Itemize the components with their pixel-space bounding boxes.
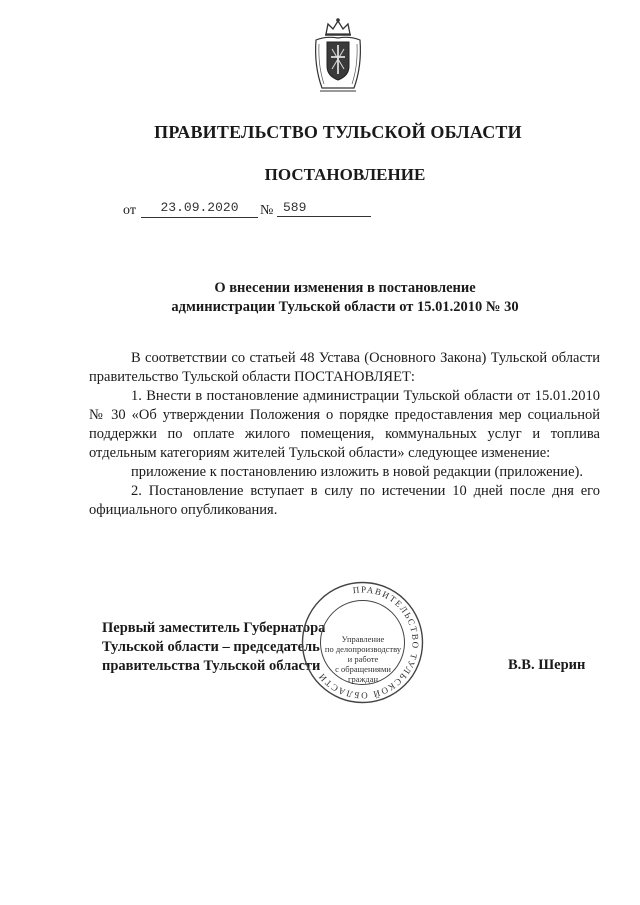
- document-body: [89, 349, 600, 520]
- number-label: №: [260, 203, 274, 218]
- signer-position-line: Тульской области – председатель: [102, 639, 320, 655]
- body-paragraph: приложение к постановлению изложить в новой редакции (приложение).: [131, 464, 583, 480]
- stamp-inner-text: [316, 634, 410, 684]
- number-value: 589: [277, 200, 371, 217]
- date-number-line: [123, 200, 383, 220]
- subject-line: О внесении изменения в постановление: [214, 280, 476, 296]
- stamp-line: Управление: [341, 634, 385, 644]
- body-paragraph: 2. Постановление вступает в силу по истечении 10 дней после дня его официального опубликования.: [89, 483, 600, 518]
- signer-position-line: правительства Тульской области: [102, 658, 321, 674]
- stamp-line: и работе: [347, 654, 379, 664]
- stamp-line: по делопроизводству: [324, 644, 402, 654]
- document-type: ПОСТАНОВЛЕНИЕ: [264, 165, 426, 184]
- body-paragraph: 1. Внести в постановление администрации Тульской области от 15.01.2010 № 30 «Об утверждении Положения о порядке предоставления мер социальной поддержки по оплате жилого помещения, коммунальных услуг и топлива отдельным категориям жителей Тульской области» следующее изменение:: [89, 388, 600, 461]
- body-paragraph: В соответствии со статьей 48 Устава (Основного Закона) Тульской области правительство Тульской области ПОСТАНОВЛЯЕТ:: [89, 350, 600, 385]
- government-title: ПРАВИТЕЛЬСТВО ТУЛЬСКОЙ ОБЛАСТИ: [154, 122, 522, 142]
- stamp-line: с обращениями: [335, 664, 391, 674]
- stamp-line: граждан: [347, 674, 379, 684]
- signer-position-line: Первый заместитель Губернатора: [102, 620, 326, 636]
- signer-name: В.В. Шерин: [508, 657, 586, 673]
- date-label: от: [123, 203, 136, 218]
- stamp-ring-text: ПРАВИТЕЛЬСТВО ТУЛЬСКОЙ ОБЛАСТИ: [315, 584, 421, 701]
- subject-line: администрации Тульской области от 15.01.2010 № 30: [171, 299, 519, 315]
- document-subject: [0, 279, 640, 317]
- date-value: 23.09.2020: [141, 200, 258, 218]
- tula-coat-of-arms-icon: [310, 16, 366, 96]
